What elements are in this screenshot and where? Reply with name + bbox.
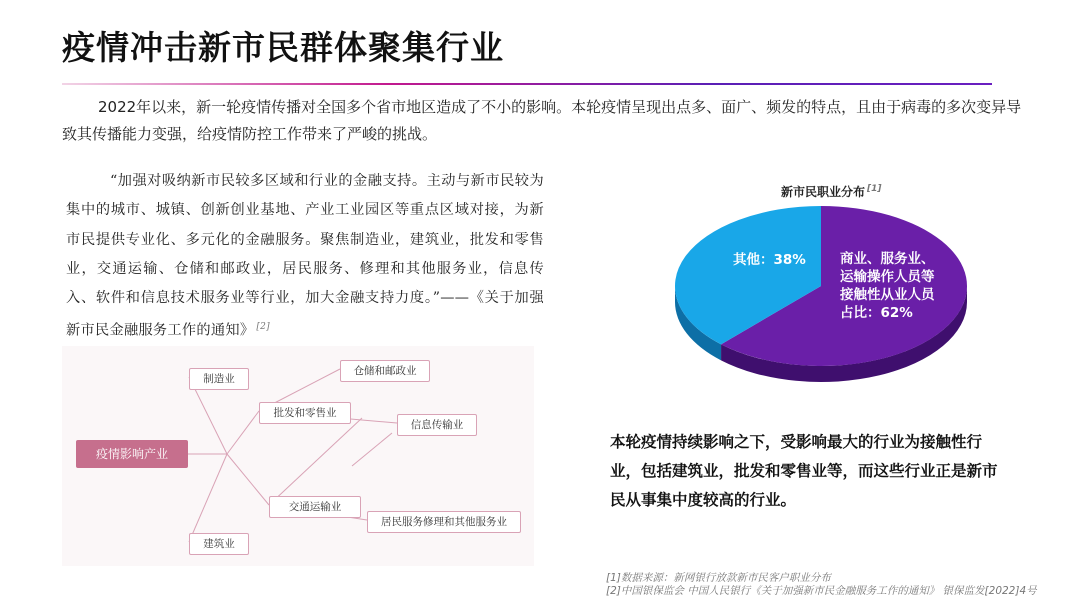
node-transport: 交通运输业 xyxy=(269,496,361,518)
source-1: [1]数据来源：新网银行放款新市民客户职业分布 xyxy=(606,572,831,584)
node-resident-services: 居民服务修理和其他服务业 xyxy=(367,511,521,533)
node-info-transmission: 信息传输业 xyxy=(397,414,477,436)
intro-paragraph: 2022年以来，新一轮疫情传播对全国多个省市地区造成了不小的影响。本轮疫情呈现出点多、面广、频发的特点，且由于病毒的多次变异导致其传播能力变强，给疫情防控工作带来了严峻的挑战。 xyxy=(62,98,1022,143)
chart-title-text: 新市民职业分布 xyxy=(781,185,866,199)
chart-title xyxy=(781,183,882,200)
pie-label-contact-line3: 接触性从业人员 xyxy=(840,287,935,303)
sources xyxy=(606,572,1037,598)
quote-text: “加强对吸纳新市民较多区域和行业的金融支持。主动与新市民较为集中的城市、城镇、创新创业基地、产业工业园区等重点区域对接，为新市民提供专业化、多元化的金融服务。聚焦制造业，建筑业，批发和零售业，交通运输、仓储和邮政业，居民服务、修理和其他服务业，信息传入、软件和信息技术服务业等行业，加大金融支持力度。”——《关于加强新市民金融服务工作的通知》 xyxy=(66,173,544,340)
node-wholesale-retail: 批发和零售业 xyxy=(259,402,351,424)
node-construction: 建筑业 xyxy=(189,533,249,555)
pie-label-contact-line2: 运输操作人员等 xyxy=(840,269,935,285)
mindmap-root: 疫情影响产业 xyxy=(76,440,188,468)
source-2: [2]中国银保监会 中国人民银行《关于加强新市民金融服务工作的通知》 银保监发[2022]4号 xyxy=(606,585,1037,597)
industry-mindmap xyxy=(62,346,534,566)
policy-quote xyxy=(66,167,544,347)
quote-reference: [2] xyxy=(256,322,270,333)
pie-label-contact xyxy=(840,250,935,322)
node-warehouse-postal: 仓储和邮政业 xyxy=(340,360,430,382)
summary-text: 本轮疫情持续影响之下，受影响最大的行业为接触性行业，包括建筑业，批发和零售业等，而这些行业正是新市民从事集中度较高的行业。 xyxy=(610,433,998,509)
node-manufacturing: 制造业 xyxy=(189,368,249,390)
chart-reference: [1] xyxy=(867,184,882,194)
title-divider xyxy=(62,83,992,85)
page-title: 疫情冲击新市民群体聚集行业 xyxy=(62,28,504,67)
pie-label-contact-line4: 占比：62% xyxy=(840,305,913,321)
occupation-pie-chart xyxy=(665,200,985,400)
pie-label-contact-line1: 商业、服务业、 xyxy=(840,251,935,267)
pie-label-other: 其他：38% xyxy=(733,252,806,268)
